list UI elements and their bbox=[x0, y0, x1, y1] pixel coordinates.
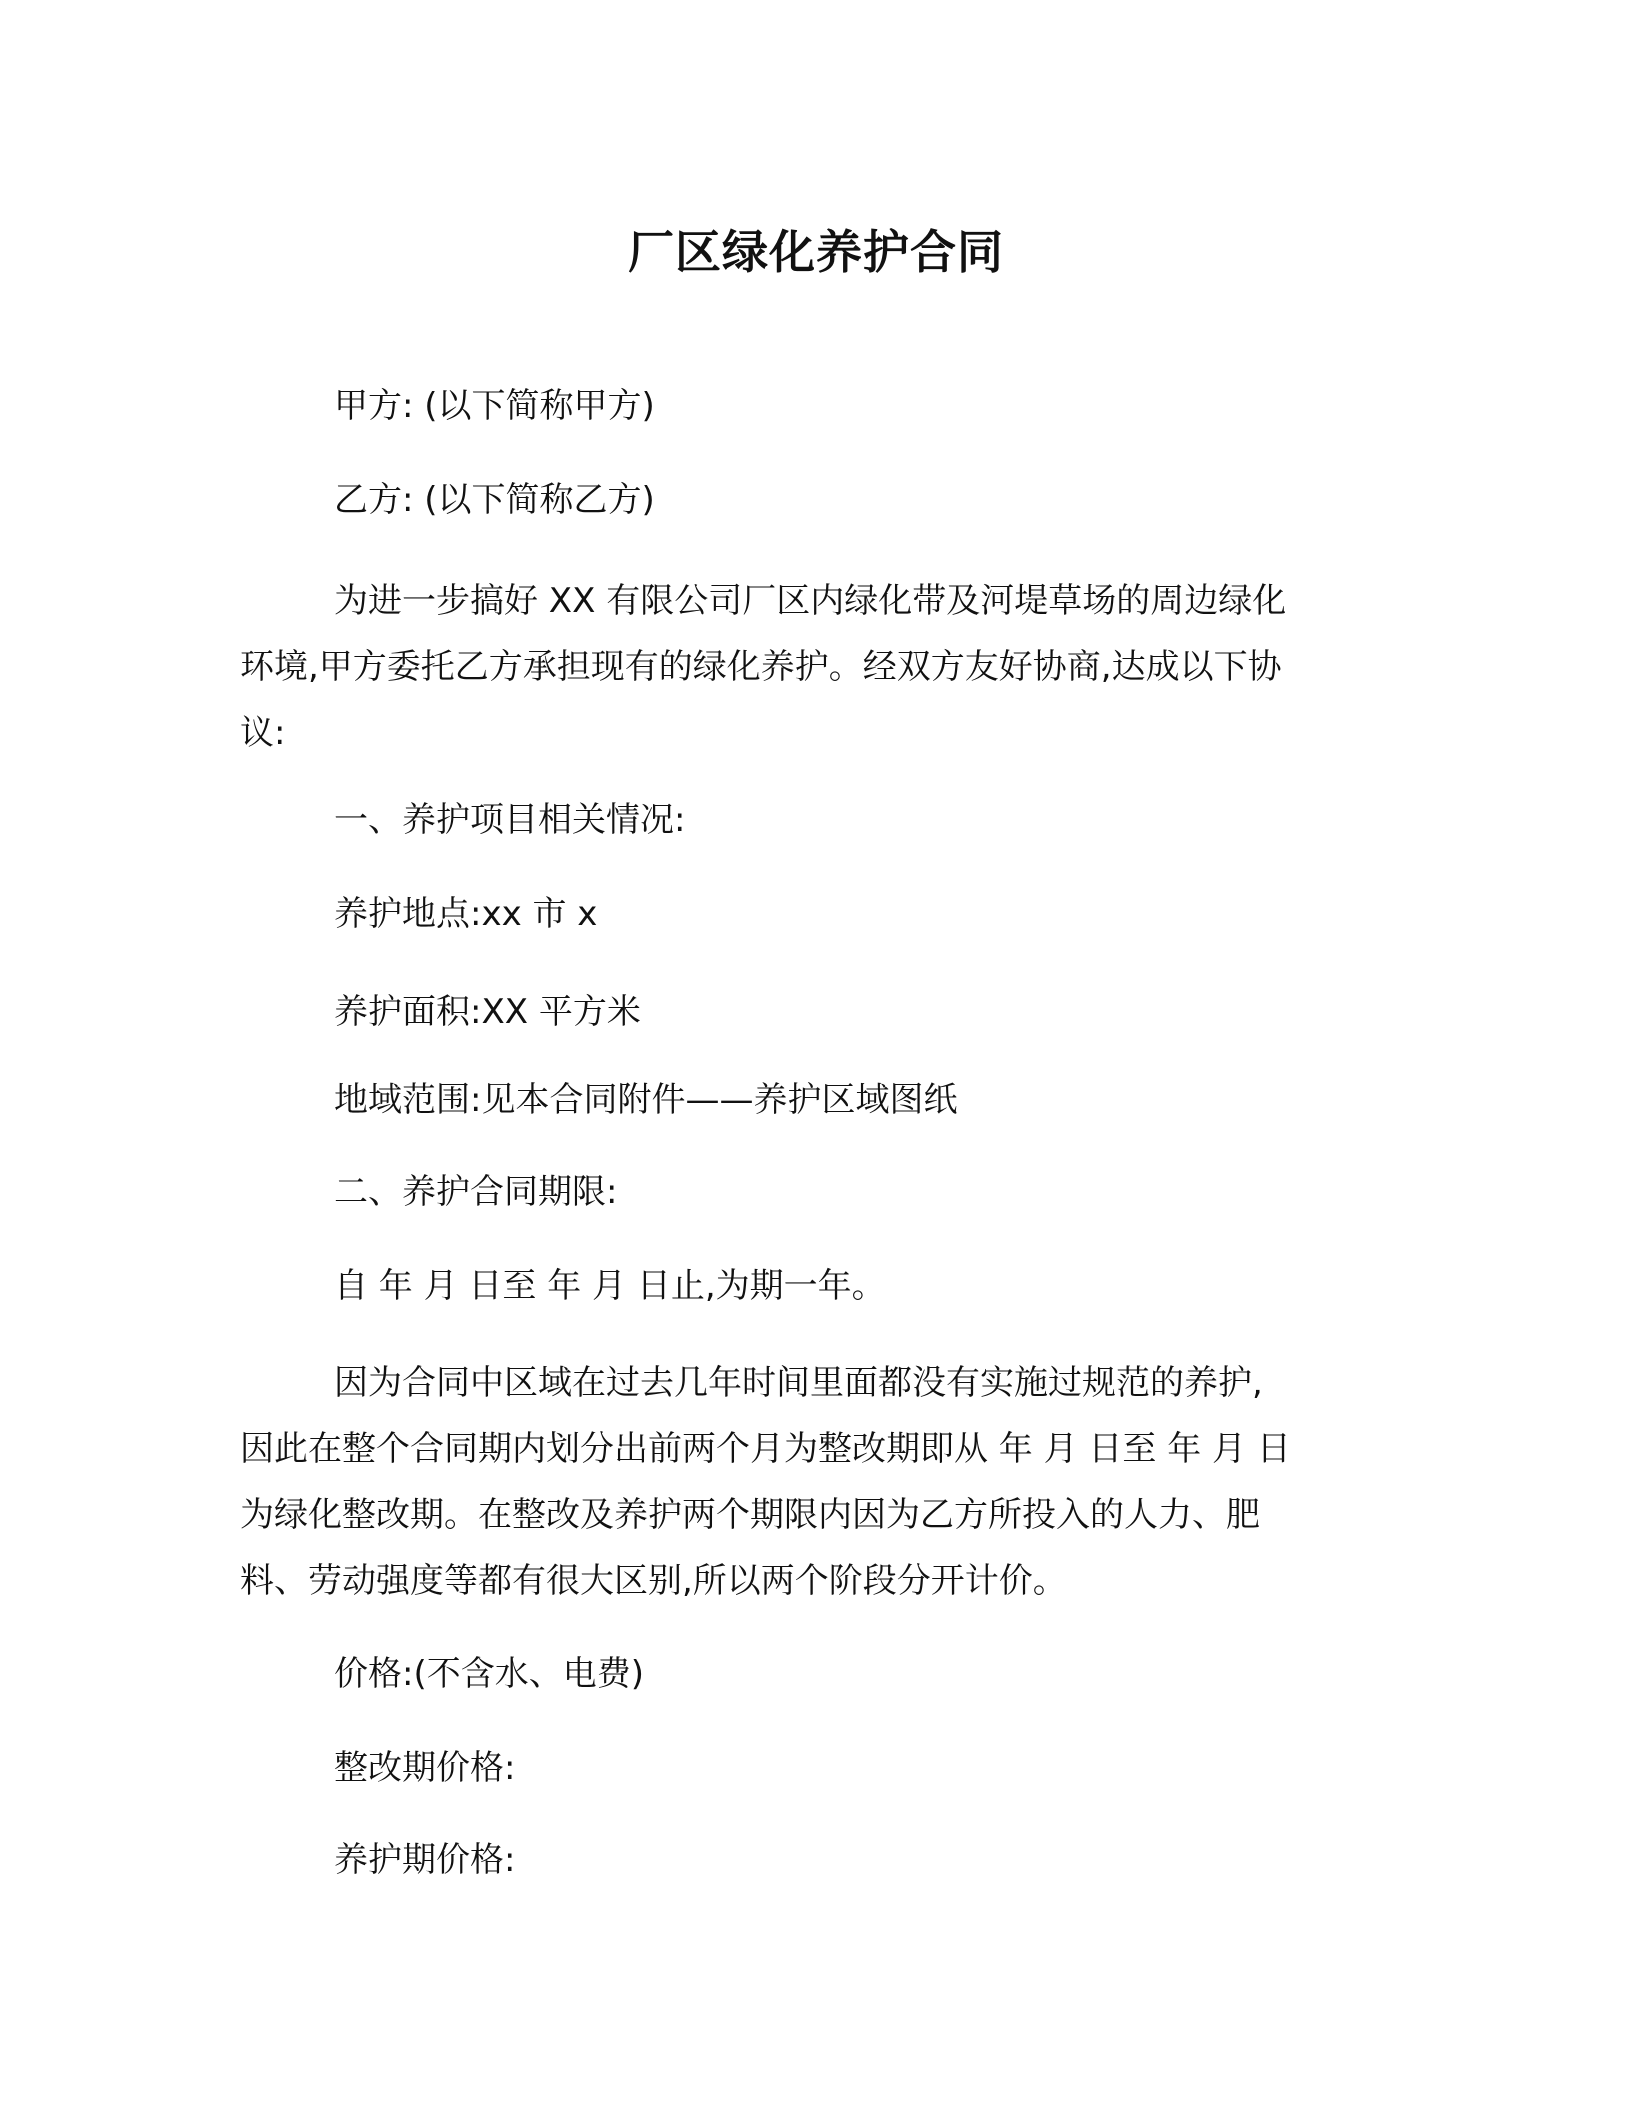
rectify-price-line: 整改期价格: bbox=[334, 1748, 516, 1788]
period-line: 自 年 月 日至 年 月 日止,为期一年。 bbox=[334, 1266, 886, 1306]
party-a-line: 甲方: (以下简称甲方) bbox=[334, 386, 655, 426]
scope-line: 地域范围:见本合同附件——养护区域图纸 bbox=[334, 1080, 958, 1120]
rectify-line: 为绿化整改期。在整改及养护两个期限内因为乙方所投入的人力、肥 bbox=[240, 1495, 1260, 1535]
rectify-line: 因为合同中区域在过去几年时间里面都没有实施过规范的养护, bbox=[334, 1363, 1263, 1403]
section-heading-2: 二、养护合同期限: bbox=[334, 1172, 618, 1212]
rectify-line: 因此在整个合同期内划分出前两个月为整改期即从 年 月 日至 年 月 日 bbox=[240, 1429, 1291, 1469]
intro-line: 为进一步搞好 XX 有限公司厂区内绿化带及河堤草场的周边绿化 bbox=[334, 581, 1287, 621]
rectify-line: 料、劳动强度等都有很大区别,所以两个阶段分开计价。 bbox=[240, 1561, 1067, 1601]
section-heading-1: 一、养护项目相关情况: bbox=[334, 800, 686, 840]
rectify-paragraph bbox=[240, 1350, 1380, 1614]
maintain-price-line: 养护期价格: bbox=[334, 1840, 516, 1880]
party-b-line: 乙方: (以下简称乙方) bbox=[334, 480, 655, 520]
area-line: 养护面积:XX 平方米 bbox=[334, 992, 641, 1032]
intro-line: 议: bbox=[240, 713, 286, 753]
document-title: 厂区绿化养护合同 bbox=[628, 225, 1004, 279]
price-line: 价格:(不含水、电费) bbox=[334, 1654, 644, 1694]
location-line: 养护地点:xx 市 x bbox=[334, 894, 598, 934]
intro-line: 环境,甲方委托乙方承担现有的绿化养护。经双方友好协商,达成以下协 bbox=[240, 647, 1282, 687]
intro-paragraph bbox=[240, 568, 1380, 766]
